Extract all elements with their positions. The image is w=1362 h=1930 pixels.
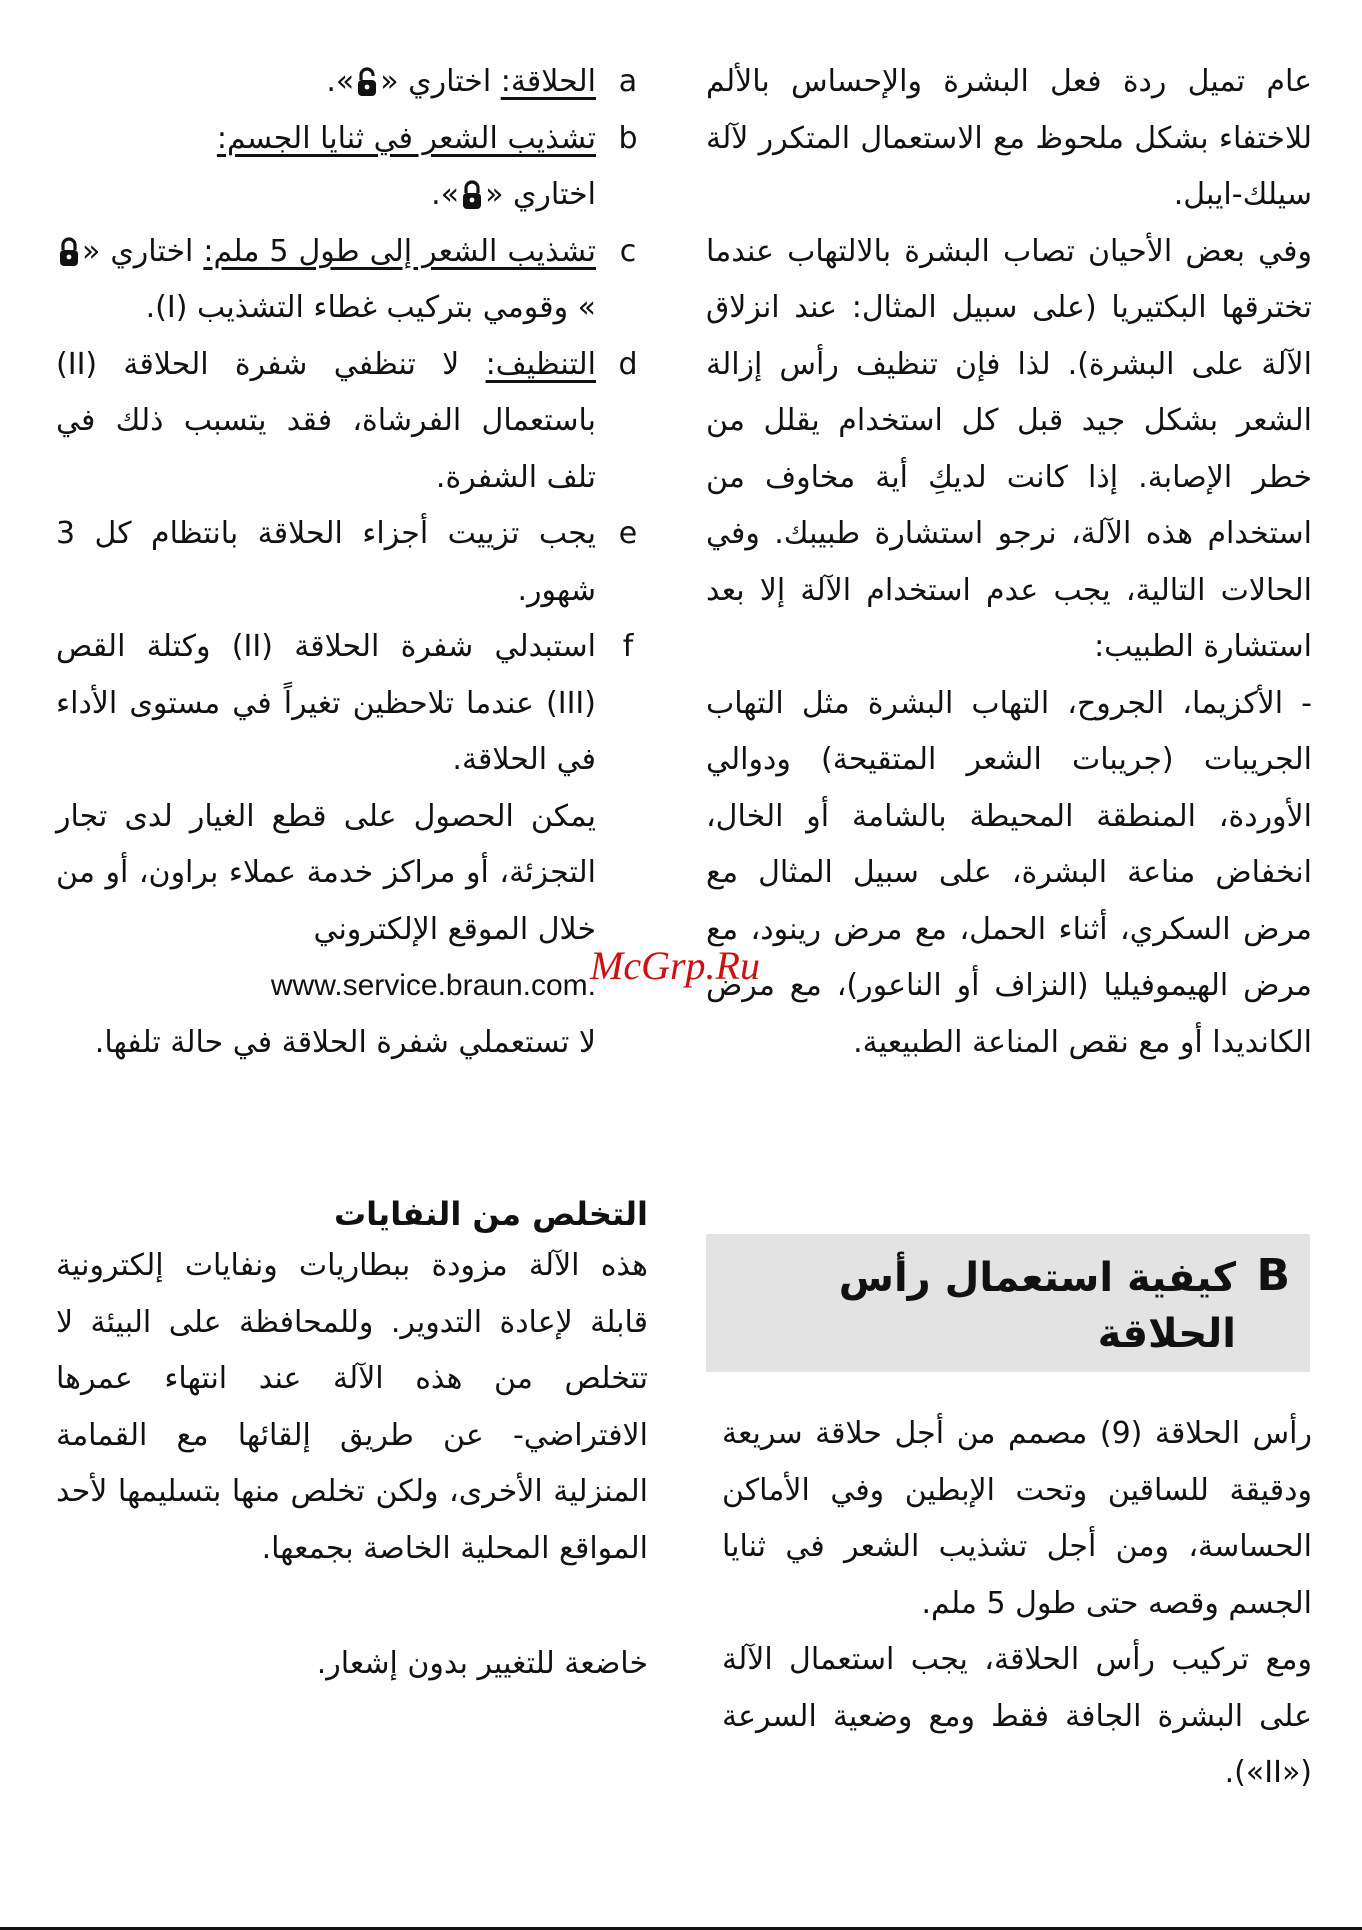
lock-icon <box>59 237 79 267</box>
section-b-body <box>722 1406 1312 1802</box>
watermark: McGrp.Ru <box>590 943 760 988</box>
item-text: استبدلي شفرة الحلاقة (II) وكتلة القص (III) عندما تلاحظين تغيراً في مستوى الأداء في الحلاقة. <box>56 629 596 777</box>
waste-text: هذه الآلة مزودة ببطاريات ونفايات إلكترونية قابلة لإعادة التدوير. وللمحافظة على البيئة لا تتخلص من هذه الآلة عند انتهاء عمرها الافتراضي- عن طريق إلقائها مع القمامة المنزلية الأخرى، ولكن تخلص منها بتسليمها لأحد المواقع المحلية الخاصة بجمعها. <box>56 1248 648 1566</box>
paragraph-pain: عام تميل ردة فعل البشرة والإحساس بالألم للاختفاء بشكل ملحوظ مع الاستعمال المتكرر لآلة سيلك-ايبل. <box>706 64 1312 212</box>
item-title: تشذيب الشعر إلى طول 5 ملم: <box>203 233 596 269</box>
unlock-icon <box>357 67 377 97</box>
damage-warning: لا تستعملي شفرة الحلاقة في حالة تلفها. <box>94 1024 596 1060</box>
paragraph-shaver-head: رأس الحلاقة (9) مصمم من أجل حلاقة سريعة ودقيقة للساقين وتحت الإبطين وفي الأماكن الحساسة، ومن أجل تشذيب الشعر في ثنايا الجسم وقصه حتى طول 5 ملم. <box>722 1416 1312 1621</box>
list-item-b <box>56 111 648 224</box>
section-letter: B <box>1256 1250 1290 1301</box>
spare-parts <box>56 789 648 1072</box>
list-label: b <box>618 120 638 156</box>
list-item-f <box>56 619 648 789</box>
item-text: يجب تزييت أجزاء الحلاقة بانتظام كل 3 شهور. <box>56 516 596 608</box>
spare-parts-text: يمكن الحصول على قطع الغيار لدى تجار التجزئة، أو مراكز خدمة عملاء براون، أو من خلال الموقع الإلكتروني <box>56 798 596 947</box>
right-column <box>706 54 1312 1071</box>
section-title: كيفية استعمال رأس الحلاقة <box>838 1255 1236 1357</box>
item-title: التنظيف: <box>485 346 596 382</box>
list-label: e <box>618 516 638 551</box>
waste-section <box>56 1238 648 1577</box>
item-text-post: ». <box>431 177 460 212</box>
list-label: a <box>618 64 638 99</box>
list-item-d <box>56 337 648 507</box>
notice-section <box>56 1636 648 1693</box>
service-url[interactable]: www.service.braun.com. <box>270 969 596 1002</box>
paragraph-dry-skin: ومع تركيب رأس الحلاقة، يجب استعمال الآلة على البشرة الجافة فقط ومع وضعية السرعة («II»). <box>722 1642 1312 1790</box>
item-text-post: ». <box>326 64 355 99</box>
left-column <box>56 54 648 1071</box>
item-text-pre: اختاري « <box>82 233 194 269</box>
paragraph-inflammation: وفي بعض الأحيان تصاب البشرة بالالتهاب عندما تخترقها البكتيريا (على سبيل المثال: عند انزلاق الآلة على البشرة). لذا فإن تنظيف رأس إزالة الشعر بشكل جيد قبل كل استخدام يقلل من خطر الإصابة. إذا كانت لديكِ أية مخاوف من استخدام هذه الآلة، نرجو استشارة طبيبك. وفي الحالات التالية، يجب عدم استخدام الآلة إلا بعد استشارة الطبيب: <box>706 233 1312 664</box>
list-item-a <box>56 54 648 111</box>
item-text-post: » وقومي بتركيب غطاء التشذيب (I). <box>145 290 596 325</box>
section-b-header <box>706 1234 1310 1372</box>
item-title: الحلاقة: <box>500 64 596 99</box>
item-title: تشذيب الشعر في ثنايا الجسم: <box>216 120 596 156</box>
lock-icon <box>462 180 482 210</box>
list-label: f <box>622 629 634 664</box>
waste-heading: التخلص من النفايات <box>334 1195 648 1233</box>
item-text-pre: اختاري « <box>485 177 596 212</box>
item-text: لا تنظفي شفرة الحلاقة (II) باستعمال الفرشاة، فقد يتسبب ذلك في تلف الشفرة. <box>56 346 596 495</box>
list-item-c <box>56 224 648 337</box>
change-notice: خاضعة للتغيير بدون إشعار. <box>316 1646 648 1681</box>
list-item-e <box>56 506 648 619</box>
item-text-pre: اختاري « <box>380 64 492 99</box>
list-label: c <box>619 233 637 269</box>
list-label: d <box>618 346 638 382</box>
paragraph-conditions: - الأكزيما، الجروح، التهاب البشرة مثل التهاب الجريبات (جريبات الشعر المتقيحة) ودوالي الأوردة، المنطقة المحيطة بالشامة أو الخال، انخفاض مناعة البشرة، على سبيل المثال مع مرض السكري، أثناء الحمل، مع مرض رينود، مع مرض الهيموفيليا (النزاف أو الناعور)، مع مرض الكانديدا أو مع نقص المناعة الطبيعية. <box>706 685 1312 1060</box>
